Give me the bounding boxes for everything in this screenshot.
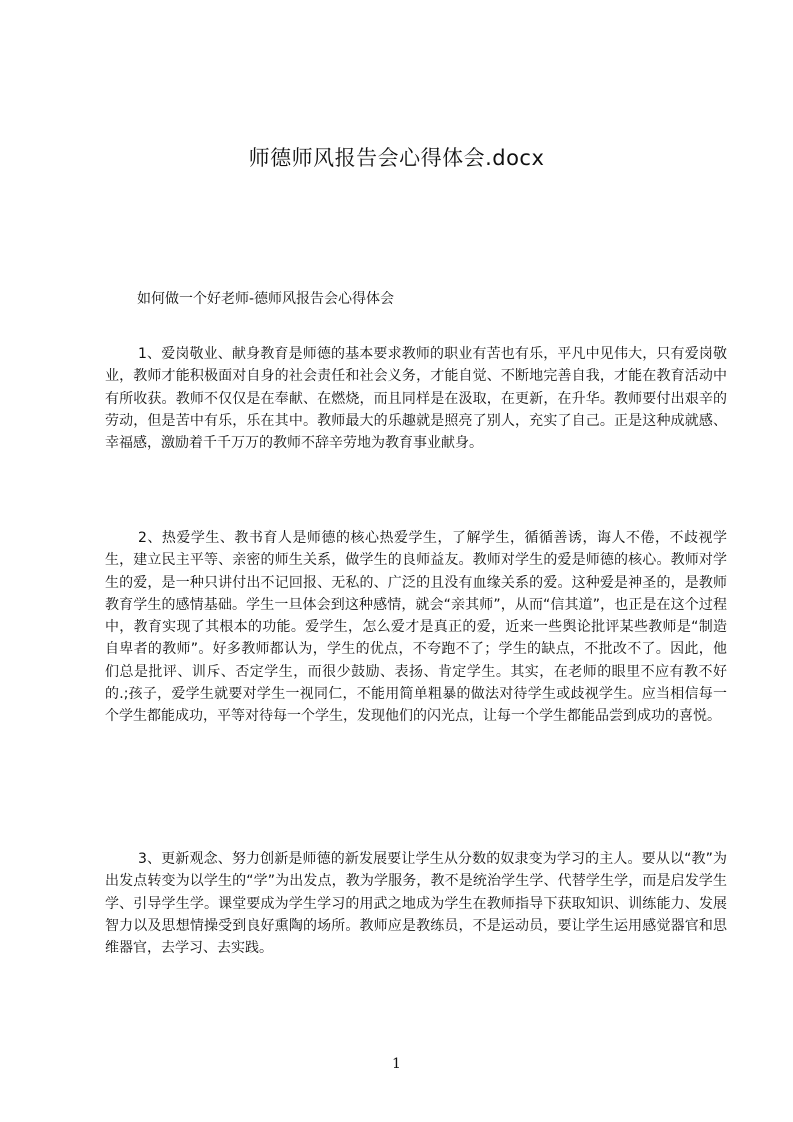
document-subtitle: 如何做一个好老师-德师风报告会心得体会 [137, 291, 395, 307]
page-number: 1 [392, 1056, 401, 1072]
paragraph-2: 2、热爱学生、教书育人是师德的核心热爱学生，了解学生，循循善诱，诲人不倦，不歧视学生，建立民主平等、亲密的师生关系，做学生的良师益友。教师对学生的爱是师德的核心。教师对学生的爱，是一种只讲付出不记回报、无私的、广泛的且没有血缘关系的爱。这种爱是神圣的，是教师教育学生的感情基础。学生一旦体会到这种感情，就会“亲其师”，从而“信其道”，也正是在这个过程中，教育实现了其根本的功能。爱学生，怎么爱才是真正的爱，近来一些舆论批评某些教师是“制造自卑者的教师”。好多教师都认为，学生的优点，不夸跑不了；学生的缺点，不批改不了。因此，他们总是批评、训斥、否定学生，而很少鼓励、表扬、肯定学生。其实，在老师的眼里不应有教不好的.;孩子，爱学生就要对学生一视同仁，不能用简单粗暴的做法对待学生或歧视学生。应当相信每一个学生都能成功，平等对待每一个学生，发现他们的闪光点，让每一个学生都能品尝到成功的喜悦。 [105, 530, 727, 725]
paragraph-1: 1、爱岗敬业、献身教育是师德的基本要求教师的职业有苦也有乐，平凡中见伟大，只有爱岗敬业，教师才能积极面对自身的社会责任和社会义务，才能自觉、不断地完善自我，才能在教育活动中有所收获。教师不仅仅是在奉献、在燃烧，而且同样是在汲取，在更新，在升华。教师要付出艰辛的劳动，但是苦中有乐，乐在其中。教师最大的乐趣就是照亮了别人，充实了自己。正是这种成就感、幸福感，激励着千千万万的教师不辞辛劳地为教育事业献身。 [105, 346, 727, 452]
document-title: 师德师风报告会心得体会.docx [248, 146, 545, 170]
paragraph-3: 3、更新观念、努力创新是师德的新发展要让学生从分数的奴隶变为学习的主人。要从以“教”为出发点转变为以学生的“学”为出发点，教为学服务，教不是统治学生学、代替学生学，而是启发学生学、引导学生学。课堂要成为学生学习的用武之地成为学生在教师指导下获取知识、训练能力、发展智力以及思想情操受到良好熏陶的场所。教师应是教练员，不是运动员，要让学生运用感觉器官和思维器官，去学习、去实践。 [105, 851, 727, 957]
